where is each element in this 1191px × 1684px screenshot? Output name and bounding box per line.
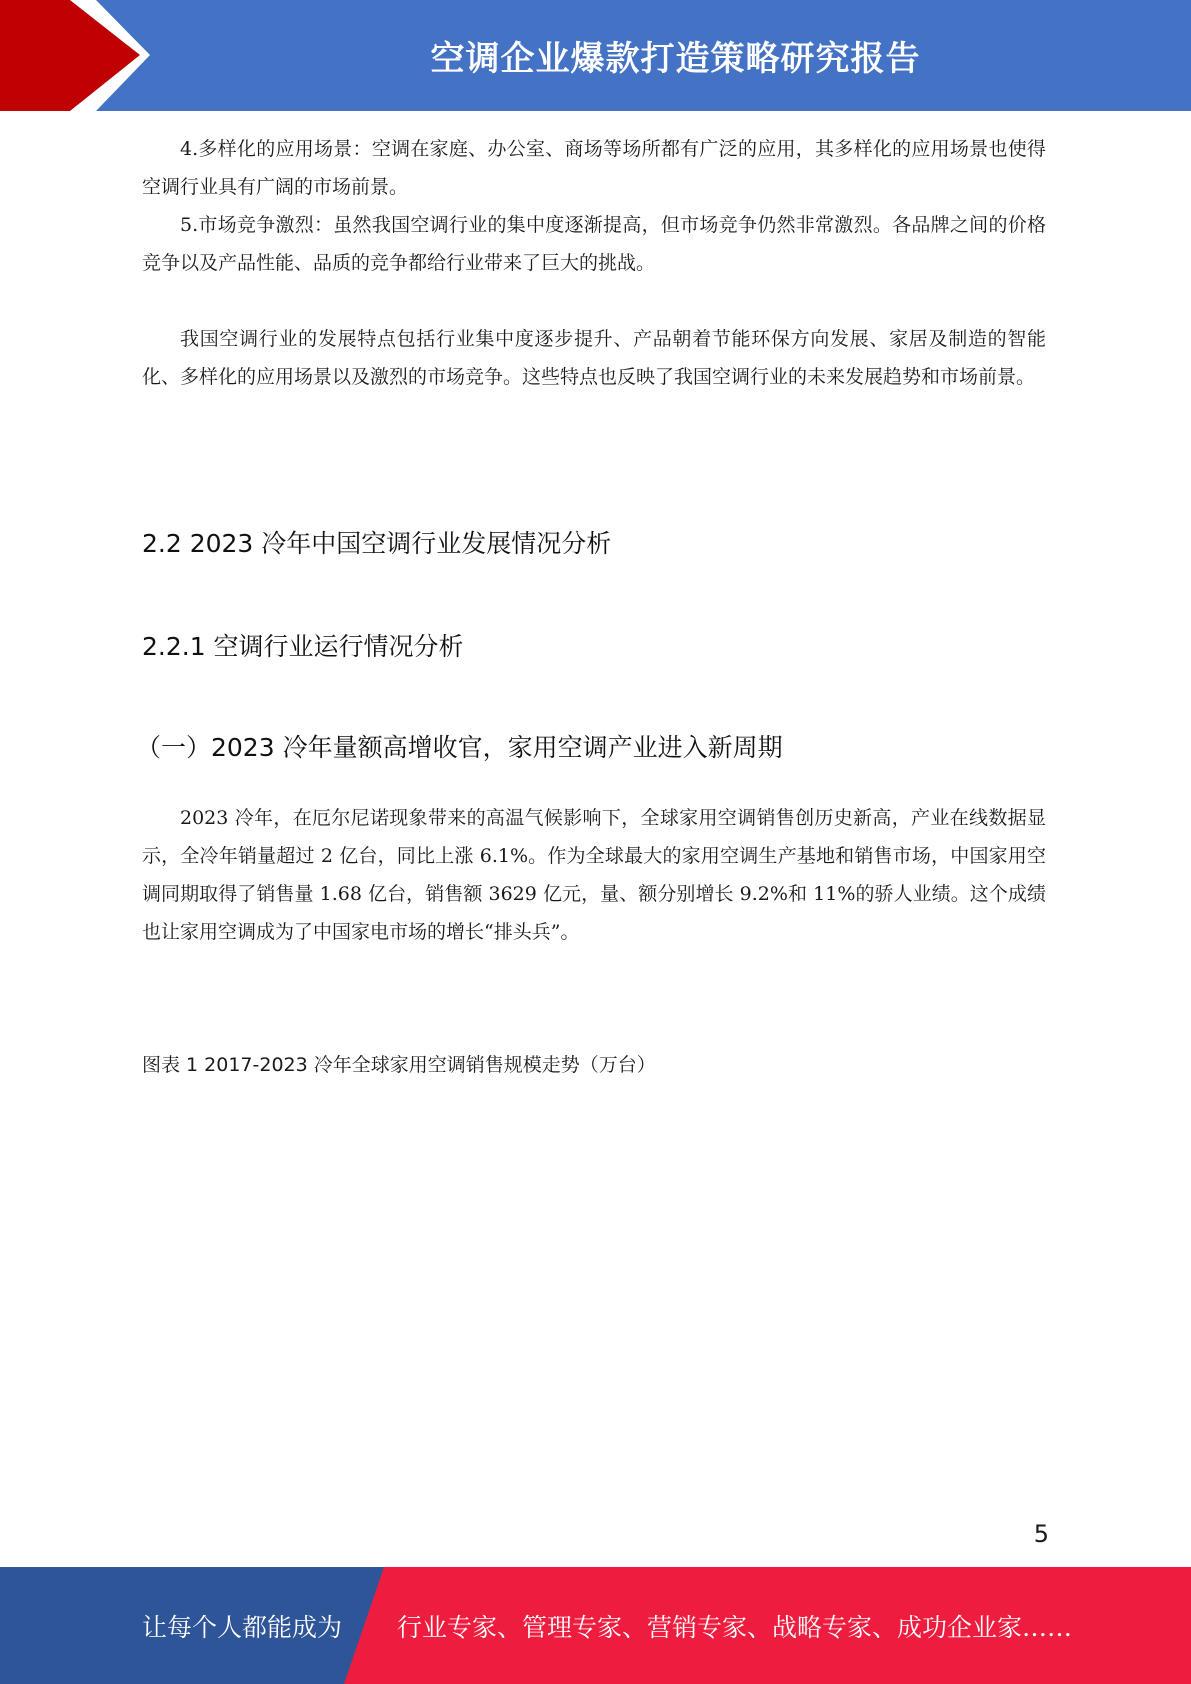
- section-heading-2-2: 2.2 2023 冷年中国空调行业发展情况分析: [142, 529, 612, 558]
- paragraph-summary: 我国空调行业的发展特点包括行业集中度逐步提升、产品朝着节能环保方向发展、家居及制造的智能化、多样化的应用场景以及激烈的市场竞争。这些特点也反映了我国空调行业的未来发展趋势和市场前景。: [142, 328, 1046, 388]
- body-text-top: [142, 130, 1046, 396]
- footer-slogan-right: 行业专家、管理专家、营销专家、战略专家、成功企业家……: [397, 1612, 1073, 1642]
- paragraph-market-competition: 5.市场竞争激烈：虽然我国空调行业的集中度逐渐提高，但市场竞争仍然非常激烈。各品牌之间的价格竞争以及产品性能、品质的竞争都给行业带来了巨大的挑战。: [142, 214, 1046, 274]
- figure-caption: 图表 1 2017-2023 冷年全球家用空调销售规模走势（万台）: [142, 1054, 656, 1076]
- body-text-section: [142, 799, 1046, 951]
- section-heading-2-2-1: 2.2.1 空调行业运行情况分析: [142, 632, 464, 661]
- page-number: 5: [1033, 1520, 1049, 1548]
- paragraph-2023-sales: 2023 冷年，在厄尔尼诺现象带来的高温气候影响下，全球家用空调销售创历史新高，产业在线数据显示，全冷年销量超过 2 亿台，同比上涨 6.1%。作为全球最大的家用空调生产基地和销售市场，中国家用空调同期取得了销售量 1.68 亿台，销售额 3629 亿元，量、额分别增长 9.2%和 11%的骄人业绩。这个成绩也让家用空调成为了中国家电市场的增长“排头兵”。: [142, 807, 1046, 943]
- paragraph-application-scenarios: 4.多样化的应用场景：空调在家庭、办公室、商场等场所都有广泛的应用，其多样化的应用场景也使得空调行业具有广阔的市场前景。: [142, 138, 1046, 198]
- footer-slogan-left: 让每个人都能成为: [142, 1612, 343, 1642]
- subsection-heading-1: （一）2023 冷年量额高增收官，家用空调产业进入新周期: [136, 733, 783, 762]
- page-header: [0, 0, 1191, 111]
- page-footer: [0, 1567, 1191, 1684]
- chevron-icon: [0, 0, 170, 111]
- report-title: 空调企业爆款打造策略研究报告: [430, 39, 921, 79]
